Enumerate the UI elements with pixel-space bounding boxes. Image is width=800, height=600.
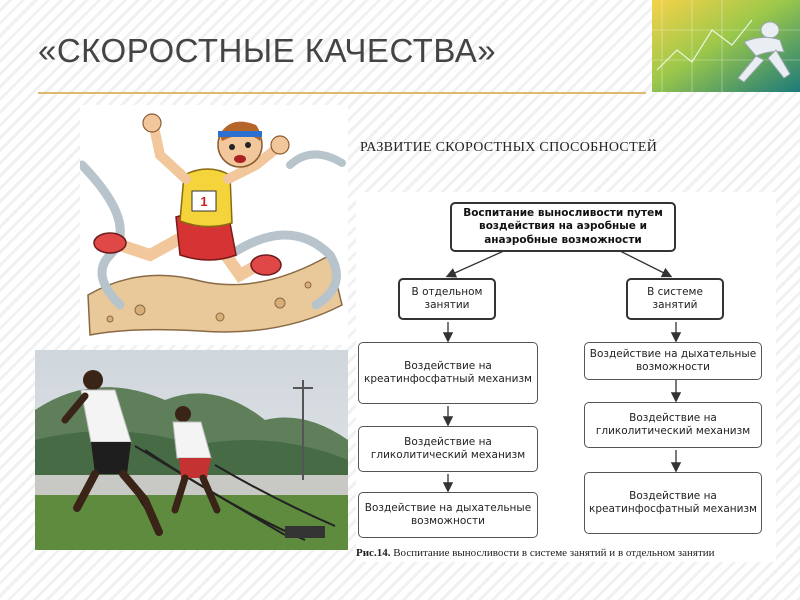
diagram-left-item-2: Воздействие на гликолитический механизм bbox=[358, 426, 538, 472]
slide-subtitle: РАЗВИТИЕ СКОРОСТНЫХ СПОСОБНОСТЕЙ bbox=[360, 140, 658, 155]
slide-title: «СКОРОСТНЫЕ КАЧЕСТВА» bbox=[38, 32, 497, 69]
diagram-right-item-1: Воздействие на дыхательные возможности bbox=[584, 342, 762, 380]
cartoon-runner-illustration bbox=[80, 105, 348, 345]
diagram-right-head: В системе занятий bbox=[626, 278, 724, 320]
diagram-root-box: Воспитание выносливости путем воздействия на аэробные и анаэробные возможности bbox=[450, 202, 676, 252]
bib-number: 1 bbox=[200, 194, 208, 209]
diagram-caption bbox=[356, 547, 776, 559]
training-photo bbox=[35, 350, 348, 550]
caption-label: Рис.14. bbox=[356, 547, 391, 559]
title-underline bbox=[38, 92, 646, 94]
diagram-right-item-3: Воздействие на креатинфосфатный механизм bbox=[584, 472, 762, 534]
diagram-right-item-2: Воздействие на гликолитический механизм bbox=[584, 402, 762, 448]
diagram-left-item-1: Воздействие на креатинфосфатный механизм bbox=[358, 342, 538, 404]
endurance-diagram bbox=[356, 192, 776, 562]
diagram-left-item-3: Воздействие на дыхательные возможности bbox=[358, 492, 538, 538]
caption-text: Воспитание выносливости в системе занятий и в отдельном занятии bbox=[393, 547, 715, 559]
corner-sprinter-art bbox=[652, 0, 800, 92]
diagram-left-head: В отдельном занятии bbox=[398, 278, 496, 320]
